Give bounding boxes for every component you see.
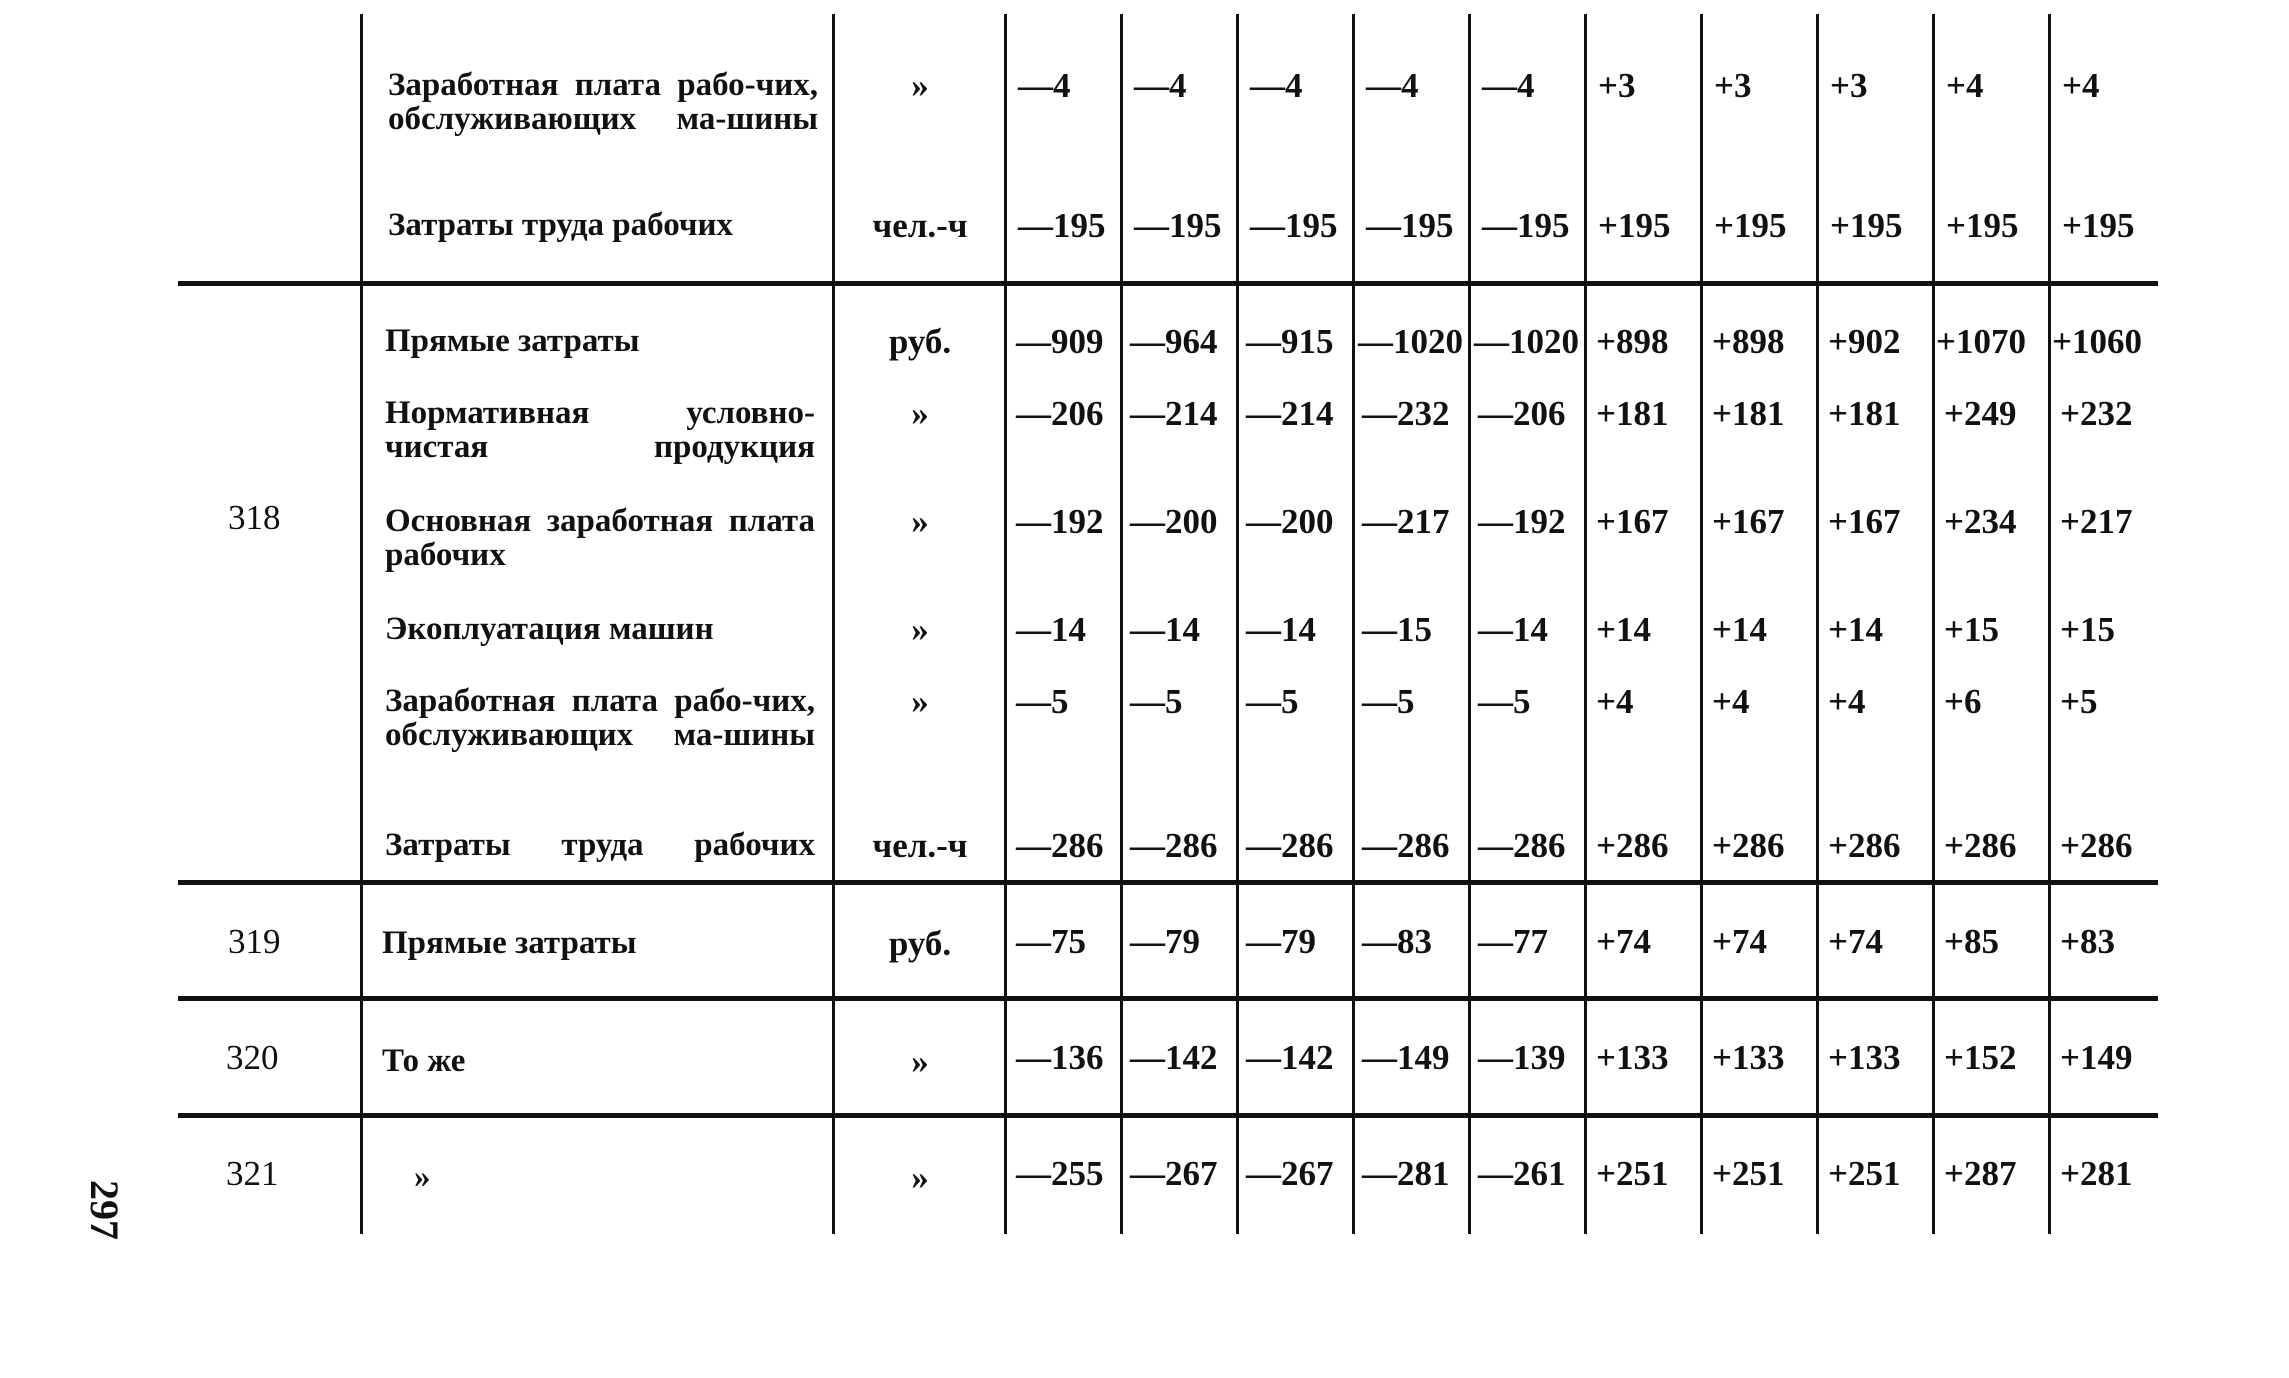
row-unit: руб.	[888, 924, 952, 963]
row-value: —83	[1362, 922, 1432, 961]
column-separator	[1932, 14, 1935, 1234]
row-value: +15	[2060, 610, 2115, 649]
row-value: —15	[1362, 610, 1432, 649]
row-value: +14	[1712, 610, 1767, 649]
row-value: +133	[1596, 1038, 1669, 1077]
row-value: —4	[1250, 66, 1303, 105]
row-value: +3	[1714, 66, 1752, 105]
row-value: +1060	[2052, 322, 2142, 361]
row-value: —281	[1362, 1154, 1450, 1193]
row-value: +167	[1596, 502, 1669, 541]
row-value: —915	[1246, 322, 1334, 361]
row-value: —5	[1246, 682, 1299, 721]
row-value: —136	[1016, 1038, 1104, 1077]
row-index: 318	[228, 498, 281, 537]
row-description: Экоплуатация машин	[385, 611, 714, 647]
row-unit: »	[911, 1042, 929, 1081]
row-unit: чел.-ч	[872, 206, 968, 245]
row-description: Прямые затраты	[385, 323, 640, 359]
row-description: »	[414, 1159, 431, 1195]
row-value: —286	[1246, 826, 1334, 865]
row-value: +234	[1944, 502, 2017, 541]
row-value: —14	[1130, 610, 1200, 649]
row-separator	[178, 996, 2158, 1001]
row-value: +3	[1830, 66, 1868, 105]
column-separator	[1236, 14, 1239, 1234]
row-value: +6	[1944, 682, 1982, 721]
row-value: +286	[1712, 826, 1785, 865]
row-unit: »	[911, 66, 929, 105]
row-unit: руб.	[888, 322, 952, 361]
row-value: —192	[1478, 502, 1566, 541]
row-value: —79	[1246, 922, 1316, 961]
row-value: +898	[1712, 322, 1785, 361]
row-value: —1020	[1474, 322, 1579, 361]
row-description: Прямые затраты	[382, 925, 637, 961]
row-value: +281	[2060, 1154, 2133, 1193]
row-value: —286	[1362, 826, 1450, 865]
row-value: —286	[1478, 826, 1566, 865]
row-value: +4	[1946, 66, 1984, 105]
row-value: +1070	[1936, 322, 2026, 361]
row-value: —14	[1016, 610, 1086, 649]
row-value: +251	[1828, 1154, 1901, 1193]
row-value: —195	[1018, 206, 1106, 245]
row-value: +4	[1828, 682, 1866, 721]
row-value: —214	[1130, 394, 1218, 433]
row-value: +902	[1828, 322, 1901, 361]
row-value: —77	[1478, 922, 1548, 961]
row-value: +14	[1596, 610, 1651, 649]
row-value: +74	[1596, 922, 1651, 961]
row-description: Основная заработная плата рабочих	[385, 503, 815, 573]
row-value: —4	[1018, 66, 1071, 105]
row-description: Заработная плата рабо-чих, обслуживающих ма-шины	[388, 67, 818, 137]
row-value: —79	[1130, 922, 1200, 961]
row-value: +286	[1596, 826, 1669, 865]
row-value: —5	[1362, 682, 1415, 721]
row-value: +152	[1944, 1038, 2017, 1077]
column-separator	[1468, 14, 1471, 1234]
column-separator	[1700, 14, 1703, 1234]
row-value: —286	[1130, 826, 1218, 865]
row-value: —214	[1246, 394, 1334, 433]
column-separator	[1816, 14, 1819, 1234]
row-value: +85	[1944, 922, 1999, 961]
row-value: —909	[1016, 322, 1104, 361]
row-value: —4	[1134, 66, 1187, 105]
row-value: —192	[1016, 502, 1104, 541]
row-unit: »	[911, 502, 929, 541]
row-separator	[178, 880, 2158, 885]
row-value: —206	[1016, 394, 1104, 433]
row-description: Затраты труда рабочих	[385, 827, 815, 863]
row-value: —286	[1016, 826, 1104, 865]
row-description: То же	[382, 1043, 466, 1079]
row-index: 319	[228, 922, 281, 961]
column-separator	[1004, 14, 1007, 1234]
row-value: —261	[1478, 1154, 1566, 1193]
row-index: 320	[226, 1038, 279, 1077]
row-value: +181	[1828, 394, 1901, 433]
row-value: —255	[1016, 1154, 1104, 1193]
column-separator	[832, 14, 835, 1234]
row-index: 321	[226, 1154, 279, 1193]
row-value: +286	[2060, 826, 2133, 865]
row-value: +898	[1596, 322, 1669, 361]
row-value: —267	[1130, 1154, 1218, 1193]
row-value: +251	[1596, 1154, 1669, 1193]
row-value: +14	[1828, 610, 1883, 649]
column-separator	[2048, 14, 2051, 1234]
row-value: +181	[1712, 394, 1785, 433]
row-value: +74	[1828, 922, 1883, 961]
row-value: +3	[1598, 66, 1636, 105]
row-value: +287	[1944, 1154, 2017, 1193]
row-value: +195	[1830, 206, 1903, 245]
row-value: —195	[1134, 206, 1222, 245]
row-unit: »	[911, 682, 929, 721]
row-value: +195	[2062, 206, 2135, 245]
row-value: —149	[1362, 1038, 1450, 1077]
row-value: +4	[1712, 682, 1750, 721]
row-value: —195	[1366, 206, 1454, 245]
row-description: Нормативная условно-чистая продукция	[385, 395, 815, 465]
row-value: —14	[1246, 610, 1316, 649]
column-separator	[1584, 14, 1587, 1234]
row-value: +217	[2060, 502, 2133, 541]
row-value: +286	[1828, 826, 1901, 865]
row-separator	[178, 1113, 2158, 1118]
row-value: +15	[1944, 610, 1999, 649]
row-value: +4	[2062, 66, 2100, 105]
row-separator	[178, 281, 2158, 286]
page-number: 297	[82, 1180, 127, 1240]
row-value: —200	[1130, 502, 1218, 541]
row-value: —217	[1362, 502, 1450, 541]
row-unit: »	[911, 1158, 929, 1197]
row-value: +5	[2060, 682, 2098, 721]
row-value: —4	[1482, 66, 1535, 105]
row-value: +4	[1596, 682, 1634, 721]
row-value: —195	[1482, 206, 1570, 245]
row-value: —5	[1478, 682, 1531, 721]
row-value: —5	[1130, 682, 1183, 721]
row-value: —200	[1246, 502, 1334, 541]
row-value: +74	[1712, 922, 1767, 961]
row-value: +181	[1596, 394, 1669, 433]
row-value: +133	[1712, 1038, 1785, 1077]
row-description: Заработная плата рабо-чих, обслуживающих ма-шины	[385, 683, 815, 753]
row-value: +249	[1944, 394, 2017, 433]
row-value: —195	[1250, 206, 1338, 245]
row-value: +195	[1598, 206, 1671, 245]
row-value: +149	[2060, 1038, 2133, 1077]
column-separator	[360, 14, 363, 1234]
row-value: —139	[1478, 1038, 1566, 1077]
row-value: —1020	[1358, 322, 1463, 361]
row-value: —5	[1016, 682, 1069, 721]
row-value: +195	[1714, 206, 1787, 245]
row-value: +232	[2060, 394, 2133, 433]
row-value: —267	[1246, 1154, 1334, 1193]
row-value: —232	[1362, 394, 1450, 433]
column-separator	[1120, 14, 1123, 1234]
row-unit: »	[911, 610, 929, 649]
row-value: —142	[1246, 1038, 1334, 1077]
column-separator	[1352, 14, 1355, 1234]
row-value: +167	[1712, 502, 1785, 541]
row-value: —14	[1478, 610, 1548, 649]
row-value: +167	[1828, 502, 1901, 541]
row-unit: чел.-ч	[872, 826, 968, 865]
row-value: —4	[1366, 66, 1419, 105]
row-value: —206	[1478, 394, 1566, 433]
row-value: +286	[1944, 826, 2017, 865]
row-value: —142	[1130, 1038, 1218, 1077]
row-unit: »	[911, 394, 929, 433]
row-value: +195	[1946, 206, 2019, 245]
row-value: —964	[1130, 322, 1218, 361]
row-description: Затраты труда рабочих	[388, 207, 733, 243]
row-value: —75	[1016, 922, 1086, 961]
row-value: +251	[1712, 1154, 1785, 1193]
row-value: +83	[2060, 922, 2115, 961]
row-value: +133	[1828, 1038, 1901, 1077]
